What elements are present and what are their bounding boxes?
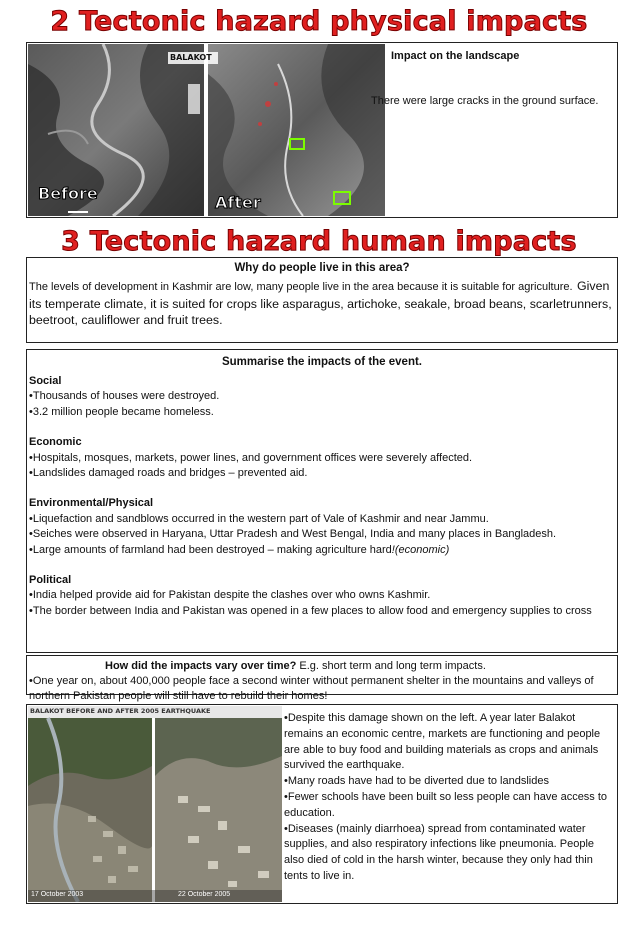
over-time-heading-suffix: E.g. short term and long term impacts. bbox=[299, 660, 486, 672]
later-item-3: •Fewer schools have been built so less people can have access to education. bbox=[284, 790, 608, 819]
later-item-1: •Despite this damage shown on the left. A year later Balakot remains an economic centre, markets are functioning and people are able to buy food and building materials as crops and animals survived the earthquake. bbox=[284, 712, 601, 772]
economic-item-2: •Landslides damaged roads and bridges – prevented aid. bbox=[29, 467, 308, 480]
social-item-2: •3.2 million people became homeless. bbox=[29, 405, 214, 418]
political-item-1: •India helped provide aid for Pakistan despite the clashes over who owns Kashmir. bbox=[29, 589, 431, 602]
why-live-text-small: The levels of development in Kashmir are low, many people live in the area because it is suitable for agriculture. bbox=[29, 281, 573, 293]
environmental-item-3-text: •Large amounts of farmland had been destroyed – making agriculture hard bbox=[29, 543, 392, 556]
landscape-text: There were large cracks in the ground surface. bbox=[371, 95, 599, 107]
environmental-item-1: •Liquefaction and sandblows occurred in the western part of Vale of Kashmir and near Jammu. bbox=[29, 512, 489, 525]
economic-heading: Economic bbox=[29, 436, 82, 449]
political-heading: Political bbox=[29, 574, 72, 587]
before-label: Before bbox=[38, 184, 98, 203]
section-title-physical: 2 Tectonic hazard physical impacts bbox=[50, 6, 588, 37]
later-panel bbox=[26, 704, 618, 904]
why-live-panel bbox=[26, 257, 618, 343]
satellite-before-after-image bbox=[28, 44, 385, 216]
balakot-map-label: BALAKOT bbox=[170, 53, 212, 62]
over-time-text: •One year on, about 400,000 people face a second winter without permanent shelter in the mountains and valleys of northern Pakistan people will still have to rebuild their homes! bbox=[29, 675, 594, 703]
summary-panel bbox=[26, 349, 618, 653]
later-item-4: •Diseases (mainly diarrhoea) spread from contaminated water supplies, and also respiratory infections like pneumonia. People also died of cold in the harsh winter, because they only had thin tents to live in. bbox=[284, 822, 595, 882]
social-item-1: •Thousands of houses were destroyed. bbox=[29, 390, 220, 403]
after-label: After bbox=[215, 193, 261, 212]
summary-heading: Summarise the impacts of the event. bbox=[221, 356, 423, 368]
photo-date-after: 22 October 2005 bbox=[178, 891, 231, 898]
economic-item-1: •Hospitals, mosques, markets, power lines, and government offices were severely affected. bbox=[29, 451, 473, 464]
political-item-2: •The border between India and Pakistan was opened in a few places to allow food and emergency supplies to cross bbox=[29, 604, 592, 617]
social-heading: Social bbox=[29, 375, 62, 387]
environmental-item-2: •Seiches were observed in Haryana, Uttar Pradesh and West Bengal, India and many places in Bangladesh. bbox=[29, 528, 557, 541]
over-time-panel bbox=[26, 655, 618, 703]
environmental-item-3-note: !(economic) bbox=[391, 543, 450, 556]
environmental-heading: Environmental/Physical bbox=[29, 497, 154, 510]
why-live-text-large: Given its temperate climate, it is suited for crops like asparagus, artichoke, seakale, broad beans, scarletrunners, beetroot, cauliflower and fruit trees. bbox=[29, 279, 612, 327]
why-live-heading: Why do people live in this area? bbox=[234, 262, 410, 274]
over-time-heading: How did the impacts vary over time? bbox=[105, 660, 297, 672]
photo-caption: BALAKOT BEFORE AND AFTER 2005 EARTHQUAKE bbox=[30, 707, 211, 715]
landscape-panel bbox=[26, 42, 618, 218]
section-title-human: 3 Tectonic hazard human impacts bbox=[61, 226, 577, 257]
balakot-before-after-photo bbox=[28, 706, 282, 902]
later-item-2: •Many roads have had to be diverted due to landslides bbox=[284, 775, 549, 788]
landscape-heading: Impact on the landscape bbox=[391, 50, 520, 62]
environmental-item-3 bbox=[29, 543, 609, 558]
photo-date-before: 17 October 2003 bbox=[31, 891, 84, 898]
